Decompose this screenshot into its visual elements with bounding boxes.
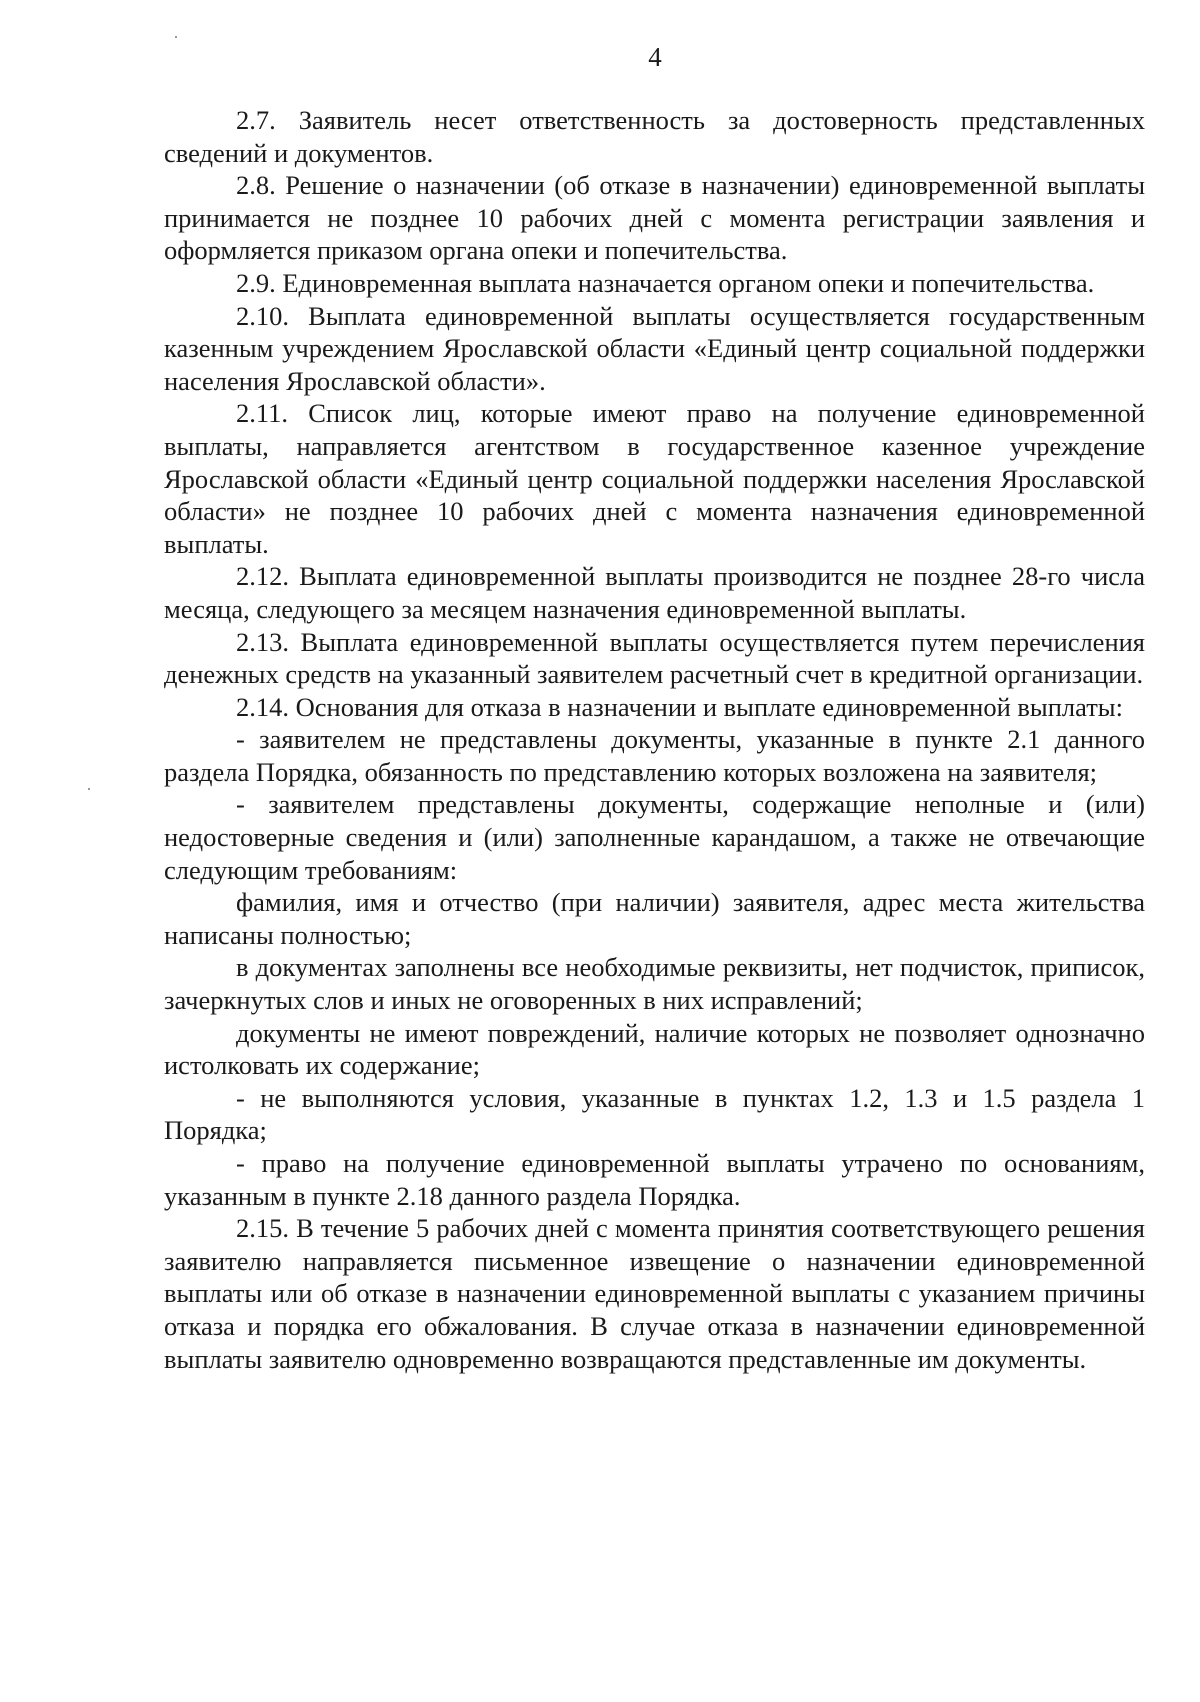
requirement-full-name: фамилия, имя и отчество (при наличии) заявителя, адрес места жительства написаны полностью; <box>164 887 1145 950</box>
paragraph-2-9: 2.9. Единовременная выплата назначается органом опеки и попечительства. <box>236 267 1095 298</box>
paragraph-2-13: 2.13. Выплата единовременной выплаты осуществляется путем перечисления денежных средств на указанный заявителем расчетный счет в кредитной организации. <box>164 626 1145 690</box>
list-item-incomplete-documents: - заявителем представлены документы, содержащие неполные и (или) недостоверные сведения и (или) заполненные карандашом, а также не отвечающие следующим требованиям: <box>164 789 1145 885</box>
document-body <box>164 104 1145 1375</box>
requirement-no-damage: документы не имеют повреждений, наличие которых не позволяет однозначно истолковать их содержание; <box>164 1017 1145 1081</box>
paragraph-2-11: 2.11. Список лиц, которые имеют право на получение единовременной выплаты, направляется агентством в государственное казенное учреждение Ярославской области «Единый центр социальной поддержки населения Ярославской области» не позднее 10 рабочих дней с момента назначения единовременной выплаты. <box>164 398 1145 559</box>
list-item-conditions-not-met: - не выполняются условия, указанные в пунктах 1.2, 1.3 и 1.5 раздела 1 Порядка; <box>164 1082 1145 1146</box>
paragraph-2-15: 2.15. В течение 5 рабочих дней с момента принятия соответствующего решения заявителю направляется письменное извещение о назначении единовременной выплаты или об отказе в назначении единовременной выплаты с указанием причины отказа и порядка его обжалования. В случае отказа в назначении единовременной выплаты заявителю одновременно возвращаются представленные им документы. <box>164 1213 1145 1374</box>
page-number: 4 <box>648 42 662 72</box>
list-item-right-lost: - право на получение единовременной выплаты утрачено по основаниям, указанным в пункте 2.18 данного раздела Порядка. <box>164 1148 1145 1211</box>
paragraph-2-10: 2.10. Выплата единовременной выплаты осуществляется государственным казенным учреждением Ярославской области «Единый центр социальной поддержки населения Ярославской области». <box>164 300 1145 396</box>
paragraph-2-8: 2.8. Решение о назначении (об отказе в назначении) единовременной выплаты принимается не позднее 10 рабочих дней с момента регистрации заявления и оформляется приказом органа опеки и попечительства. <box>164 170 1145 266</box>
requirement-all-details: в документах заполнены все необходимые реквизиты, нет подчисток, приписок, зачеркнутых слов и иных не оговоренных в них исправлений; <box>164 952 1145 1016</box>
scan-speck <box>88 788 90 790</box>
list-item-documents-not-submitted: - заявителем не представлены документы, указанные в пункте 2.1 данного раздела Порядка, обязанность по представлению которых возложена на заявителя; <box>164 724 1145 787</box>
paragraph-2-7: 2.7. Заявитель несет ответственность за достоверность представленных сведений и документов. <box>164 105 1145 168</box>
scan-speck <box>175 36 177 38</box>
paragraph-2-14: 2.14. Основания для отказа в назначении и выплате единовременной выплаты: <box>236 691 1123 722</box>
paragraph-2-12: 2.12. Выплата единовременной выплаты производится не позднее 28-го числа месяца, следующего за месяцем назначения единовременной выплаты. <box>164 561 1145 624</box>
